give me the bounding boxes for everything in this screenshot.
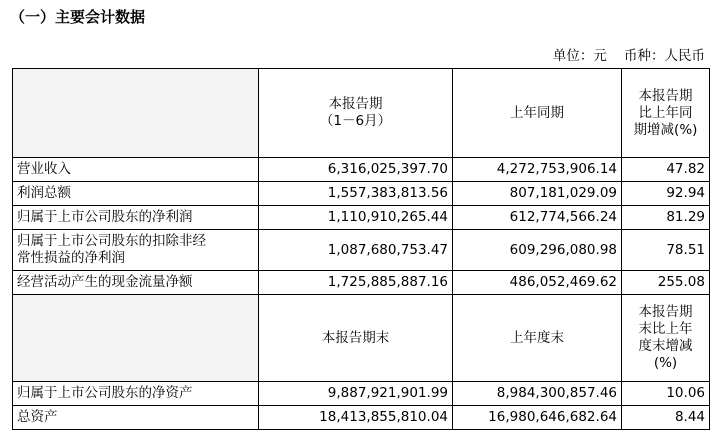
table-row: [13, 406, 710, 430]
current-value: 18,413,855,810.04: [259, 406, 453, 430]
table-row: [13, 182, 710, 206]
table-row: [13, 271, 710, 295]
table-row: [13, 230, 710, 271]
previous-value: 8,984,300,857.46: [453, 382, 622, 406]
change-percent: 10.06: [622, 382, 710, 406]
header-row-period: [13, 69, 710, 158]
header-period-end: 本报告期末: [259, 295, 453, 382]
previous-value: 486,052,469.62: [453, 271, 622, 295]
table-row: [13, 158, 710, 182]
change-percent: 255.08: [622, 271, 710, 295]
row-label: 归属于上市公司股东的扣除非经 常性损益的净利润: [13, 230, 259, 271]
header-change-percent: [622, 69, 710, 158]
previous-value: 807,181,029.09: [453, 182, 622, 206]
row-label: 营业收入: [13, 158, 259, 182]
header-previous-period-text: 上年同期: [510, 104, 564, 121]
row-label: 总资产: [13, 406, 259, 430]
row-label: 利润总额: [13, 182, 259, 206]
row-label: 归属于上市公司股东的净利润: [13, 206, 259, 230]
section-title: （一）主要会计数据: [10, 8, 146, 26]
previous-value: 16,980,646,682.64: [453, 406, 622, 430]
table-row: [13, 382, 710, 406]
previous-value: 609,296,080.98: [453, 230, 622, 271]
current-value: 9,887,921,901.99: [259, 382, 453, 406]
change-percent: 81.29: [622, 206, 710, 230]
previous-value: 4,272,753,906.14: [453, 158, 622, 182]
current-value: 1,087,680,753.47: [259, 230, 453, 271]
previous-value: 612,774,566.24: [453, 206, 622, 230]
header-current-period: [259, 69, 453, 158]
header-current-period-text: 本报告期 （1－6月）: [319, 96, 392, 129]
header-empty-cell: [13, 295, 259, 382]
header-previous-period: [453, 69, 622, 158]
change-percent: 47.82: [622, 158, 710, 182]
change-percent: 8.44: [622, 406, 710, 430]
current-value: 1,110,910,265.44: [259, 206, 453, 230]
accounting-data-table: [12, 68, 710, 430]
table-row: [13, 206, 710, 230]
row-label: 归属于上市公司股东的净资产: [13, 382, 259, 406]
change-percent: 92.94: [622, 182, 710, 206]
current-value: 1,725,885,887.16: [259, 271, 453, 295]
row-label: 经营活动产生的现金流量净额: [13, 271, 259, 295]
header-change-percent-end: 本报告期 末比上年 度末增减 (%): [622, 295, 710, 382]
current-value: 1,557,383,813.56: [259, 182, 453, 206]
header-row-period-end: [13, 295, 710, 382]
change-percent: 78.51: [622, 230, 710, 271]
unit-currency-line: 单位：元 币种：人民币: [552, 48, 705, 64]
header-previous-year-end: 上年度末: [453, 295, 622, 382]
header-empty-cell: [13, 69, 259, 158]
current-value: 6,316,025,397.70: [259, 158, 453, 182]
header-change-percent-text: 本报告期 比上年同 期增减(%): [633, 87, 698, 138]
